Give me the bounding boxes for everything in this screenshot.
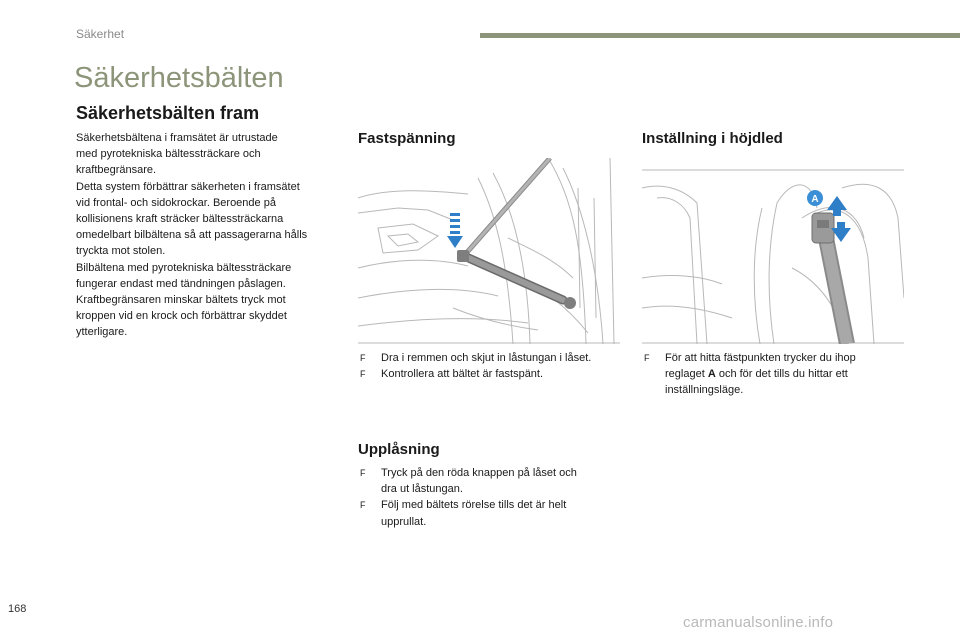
page-title: Säkerhetsbälten xyxy=(74,62,284,94)
list-item-line: För att hitta fästpunkten trycker du ihop xyxy=(665,352,856,364)
text-span: och för det tills du hittar ett xyxy=(715,368,848,381)
bullet-marker: F xyxy=(644,353,650,363)
intro-line: tryckta mot stolen. xyxy=(76,245,166,258)
buckle-illustration xyxy=(358,158,620,344)
section-subtitle: Säkerhetsbälten fram xyxy=(76,103,260,123)
height-bullets xyxy=(642,350,922,399)
unlocking-heading: Upplåsning xyxy=(358,441,440,458)
intro-line: fungerar endast med tändningen påslagen. xyxy=(76,277,286,290)
page-number: 168 xyxy=(8,603,27,615)
intro-line: ytterligare. xyxy=(76,326,128,339)
fastening-heading: Fastspänning xyxy=(358,130,456,147)
intro-line: vid frontal- och sidokrockar. Beroende på xyxy=(76,196,276,209)
bullet-marker: F xyxy=(360,369,366,380)
intro-line: Säkerhetsbältena i framsätet är utrustade xyxy=(76,132,278,144)
list-item-line: inställningsläge. xyxy=(665,384,744,397)
unlocking-bullets xyxy=(358,465,628,530)
height-adjust-illustration xyxy=(642,158,904,344)
list-item-line: Följ med bältets rörelse tills det är helt xyxy=(381,499,567,512)
list-item xyxy=(358,465,628,497)
intro-line: omedelbart bilbältena så att passagerarna hålls xyxy=(76,229,308,242)
intro-line: kraftbegränsare. xyxy=(76,164,157,177)
list-item-line: upprullat. xyxy=(381,515,427,528)
fastening-bullets xyxy=(358,350,628,382)
intro-line: kroppen vid en krock och förbättrar skyddet xyxy=(76,310,287,323)
bullet-marker: F xyxy=(360,353,366,363)
intro-line: Detta system förbättrar säkerheten i framsätet xyxy=(76,180,300,193)
header-bar xyxy=(480,33,960,38)
intro-line: med pyrotekniska bältessträckare och xyxy=(76,148,261,161)
intro-line: Kraftbegränsaren minskar bältets tryck mot xyxy=(76,294,286,307)
intro-line: kollisionens kraft sträcker bältessträckarna xyxy=(76,213,284,226)
bullet-marker: F xyxy=(360,500,366,511)
list-item-line: Tryck på den röda knappen på låset och xyxy=(381,467,577,479)
list-item-line: Kontrollera att bältet är fastspänt. xyxy=(381,368,544,381)
list-item-line xyxy=(665,366,922,382)
watermark: carmanualsonline.info xyxy=(683,614,834,631)
list-item-line: dra ut låstungan. xyxy=(381,483,463,496)
list-item xyxy=(358,497,628,529)
bullet-marker: F xyxy=(360,468,366,478)
height-heading: Inställning i höjdled xyxy=(642,130,783,147)
list-item xyxy=(358,350,628,366)
callout-a-label: A xyxy=(811,194,819,205)
list-item xyxy=(642,350,922,399)
section-label: Säkerhet xyxy=(76,27,125,41)
text-span: reglaget xyxy=(665,368,708,381)
list-item-line: Dra i remmen och skjut in låstungan i låset. xyxy=(381,352,592,364)
intro-line: Bilbältena med pyrotekniska bältessträckare xyxy=(76,261,292,274)
list-item xyxy=(358,366,628,382)
control-a-ref: A xyxy=(707,368,716,381)
intro-text xyxy=(76,130,346,341)
